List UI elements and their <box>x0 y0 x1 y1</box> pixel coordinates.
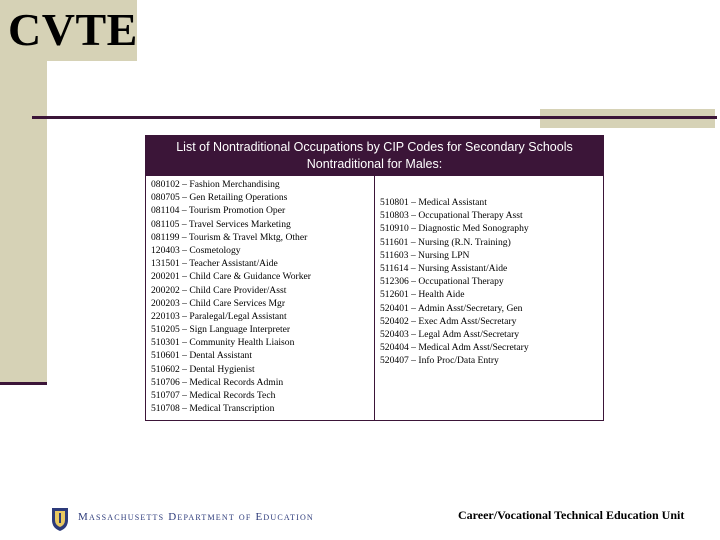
occupation-item: 131501 – Teacher Assistant/Aide <box>151 258 278 270</box>
occupation-item: 520401 – Admin Asst/Secretary, Gen <box>380 302 523 314</box>
table-subheading: Nontraditional for Males: <box>306 157 443 171</box>
unit-name: Career/Vocational Technical Education Unit <box>458 508 685 522</box>
massachusetts-seal-icon <box>50 506 70 532</box>
occupation-item: 511603 – Nursing LPN <box>380 249 470 261</box>
occupation-item: 081105 – Travel Services Marketing <box>151 218 291 230</box>
occupation-item: 510301 – Community Health Liaison <box>151 337 295 349</box>
occupation-item: 080705 – Gen Retailing Operations <box>151 192 288 204</box>
occupation-item: 510601 – Dental Assistant <box>151 350 252 362</box>
occupation-item: 200203 – Child Care Services Mgr <box>151 297 286 309</box>
occupation-item: 510706 – Medical Records Admin <box>151 376 284 388</box>
department-name: Massachusetts Department of Education <box>78 511 314 523</box>
column-divider <box>374 176 375 420</box>
occupation-item: 511614 – Nursing Assistant/Aide <box>380 262 508 274</box>
occupation-item: 520404 – Medical Adm Asst/Secretary <box>380 342 529 354</box>
occupation-item: 200202 – Child Care Provider/Asst <box>151 284 287 296</box>
occupation-item: 510803 – Occupational Therapy Asst <box>380 210 523 222</box>
occupation-item: 081104 – Tourism Promotion Oper <box>151 205 286 217</box>
occupation-item: 520407 – Info Proc/Data Entry <box>380 355 499 367</box>
occupation-item: 520403 – Legal Adm Asst/Secretary <box>380 328 520 340</box>
left-column <box>151 178 371 415</box>
occupation-item: 220103 – Paralegal/Legal Assistant <box>151 310 287 322</box>
occupation-item: 510708 – Medical Transcription <box>151 403 275 415</box>
occupation-item: 510205 – Sign Language Interpreter <box>151 324 291 336</box>
left-accent-line <box>0 382 47 385</box>
occupations-table <box>145 135 604 421</box>
header-divider-line <box>32 116 717 119</box>
occupation-item: 512306 – Occupational Therapy <box>380 276 504 288</box>
occupation-item: 080102 – Fashion Merchandising <box>151 179 280 190</box>
table-heading: List of Nontraditional Occupations by CIP Codes for Secondary Schools <box>176 140 573 154</box>
occupation-item: 200201 – Child Care & Guidance Worker <box>151 271 311 283</box>
left-accent-bar <box>0 61 47 384</box>
occupation-item: 510602 – Dental Hygienist <box>151 363 255 375</box>
occupation-item: 512601 – Health Aide <box>380 289 465 301</box>
occupation-item: 120403 – Cosmetology <box>151 244 241 256</box>
occupation-item: 520402 – Exec Adm Asst/Secretary <box>380 315 517 327</box>
occupation-item: 510910 – Diagnostic Med Sonography <box>380 223 529 235</box>
slide-title: CVTE <box>8 4 138 55</box>
occupation-item: 081199 – Tourism & Travel Mktg, Other <box>151 231 308 243</box>
table-header <box>146 136 603 176</box>
occupation-item: 511601 – Nursing (R.N. Training) <box>380 236 511 248</box>
right-column <box>380 196 598 367</box>
occupation-item: 510707 – Medical Records Tech <box>151 390 276 401</box>
occupation-item: 510801 – Medical Assistant <box>380 197 487 208</box>
